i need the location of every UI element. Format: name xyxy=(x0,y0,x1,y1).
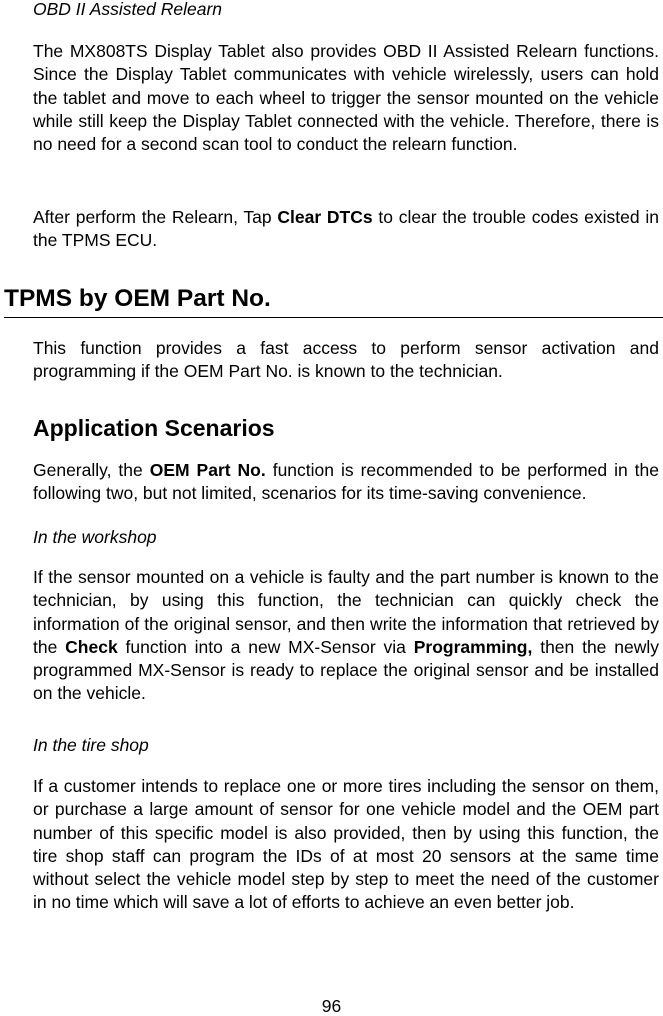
workshop-text-1: If the sensor mounted on a vehicle is faulty and the part number is known to the technician, by using this function, the technician can quickly check the information of the original sensor, and then write the information that retrieved by the xyxy=(33,567,659,657)
section-title: TPMS by OEM Part No. xyxy=(4,284,663,318)
workshop-text-2: function into a new MX-Sensor via xyxy=(117,636,414,657)
workshop-heading: In the workshop xyxy=(33,527,157,547)
programming-term: Programming, xyxy=(413,636,533,657)
oem-part-no-term: OEM Part No. xyxy=(149,460,266,480)
check-term: Check xyxy=(65,636,118,657)
scenarios-intro-before: Generally, the xyxy=(33,460,150,480)
tireshop-heading: In the tire shop xyxy=(33,735,149,755)
obd-relearn-paragraph: The MX808TS Display Tablet also provides OBD II Assisted Relearn functions. Since the Display Tablet communicates with vehicle wirelessly, users can hold the tablet and move to each wheel to trigger the sensor mounted on the vehicle while still keep the Display Tablet connected with the vehicle. Therefore, there is no need for a second scan tool to conduct the relearn function. xyxy=(33,41,659,155)
tireshop-paragraph: If a customer intends to replace one or more tires including the sensor on them, or purchase a large amount of sensor for one vehicle model and the OEM part number of this specific model is also provided, then by using this function, the tire shop staff can program the IDs of at most 20 sensors at the same time without select the vehicle model step by step to meet the need of the customer in no time which will save a lot of efforts to achieve an even better job. xyxy=(33,776,659,913)
clear-dtcs-term: Clear DTCs xyxy=(277,207,373,227)
scenarios-intro xyxy=(33,459,659,506)
clear-dtcs-text-after: to clear the trouble codes existed in the TPMS ECU. xyxy=(33,207,659,251)
section-intro: This function provides a fast access to perform sensor activation and programming if the OEM Part No. is known to the technician. xyxy=(33,338,659,382)
workshop-text-3: then the newly programmed MX-Sensor is ready to replace the original sensor and be installed on the vehicle. xyxy=(33,636,659,704)
workshop-paragraph xyxy=(33,566,659,706)
clear-dtcs-paragraph xyxy=(33,206,659,253)
scenarios-title: Application Scenarios xyxy=(33,415,275,441)
clear-dtcs-text-before: After perform the Relearn, Tap xyxy=(33,207,278,227)
obd-relearn-heading: OBD II Assisted Relearn xyxy=(33,0,223,19)
page-number: 96 xyxy=(321,996,342,1016)
scenarios-intro-after: function is recommended to be performed in the following two, but not limited, scenarios for its time-saving convenience. xyxy=(33,460,659,504)
